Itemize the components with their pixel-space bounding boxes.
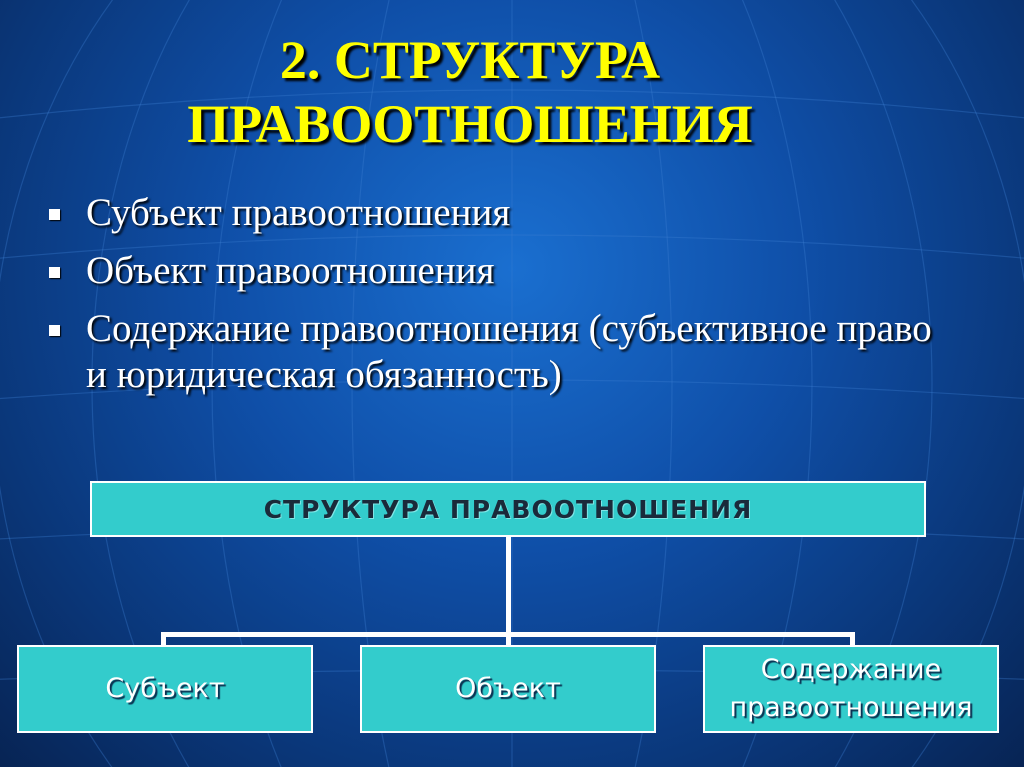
diagram-child-box-subject <box>17 645 313 733</box>
diagram-child-label: Субъект <box>105 673 225 704</box>
bullet-item-content <box>46 306 946 398</box>
diagram-child-box-content <box>703 645 999 733</box>
bullet-text: Субъект правоотношения <box>86 191 511 234</box>
square-bullet-icon <box>49 209 60 220</box>
bullet-text: Объект правоотношения <box>86 249 495 292</box>
connector-vertical-left <box>161 632 166 646</box>
diagram-root-box <box>90 481 926 537</box>
connector-vertical-root <box>506 537 511 637</box>
slide-title: 2. СТРУКТУРА ПРАВООТНОШЕНИЯ <box>187 30 753 154</box>
diagram-root-label: СТРУКТУРА ПРАВООТНОШЕНИЯ <box>263 494 753 524</box>
diagram-child-label: Содержание правоотношения <box>729 654 973 723</box>
bullet-item-object <box>46 248 946 294</box>
bullet-text: Содержание правоотношения (субъективное право и юридическая обязанность) <box>86 307 932 396</box>
connector-vertical-right <box>850 632 855 646</box>
connector-vertical-middle <box>506 632 511 646</box>
square-bullet-icon <box>49 267 60 278</box>
diagram-child-box-object <box>360 645 656 733</box>
bullet-item-subject <box>46 190 946 236</box>
square-bullet-icon <box>49 325 60 336</box>
diagram-child-label: Объект <box>455 673 561 704</box>
bullet-list <box>46 190 946 410</box>
